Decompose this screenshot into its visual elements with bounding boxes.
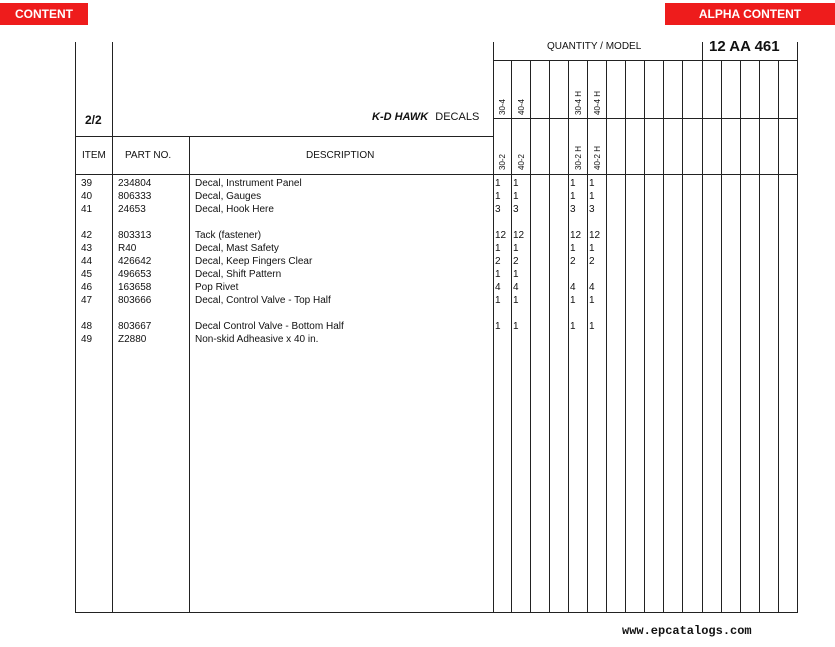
item-number: 45 [81,269,93,280]
part-description: Decal Control Valve - Bottom Half [195,321,344,332]
quantity-cell: 1 [495,178,501,189]
quantity-cell: 3 [589,204,595,215]
column-header-description: DESCRIPTION [306,150,375,161]
quantity-cell: 2 [589,256,595,267]
item-number: 42 [81,230,93,241]
part-description: Decal, Hook Here [195,204,274,215]
quantity-cell: 12 [570,230,582,241]
part-description: Decal, Shift Pattern [195,269,282,280]
model-label-lower: 40-2 [517,153,526,170]
part-number: 803667 [118,321,152,332]
quantity-cell: 3 [495,204,501,215]
quantity-cell: 1 [570,295,576,306]
item-number: 43 [81,243,93,254]
part-description: Decal, Gauges [195,191,262,202]
footer-url[interactable]: www.epcatalogs.com [622,624,752,638]
quantity-cell: 1 [589,295,595,306]
item-number: 47 [81,295,93,306]
quantity-cell: 1 [513,321,519,332]
quantity-cell: 4 [589,282,595,293]
item-number: 39 [81,178,93,189]
part-description: Decal, Keep Fingers Clear [195,256,313,267]
quantity-cell: 1 [589,243,595,254]
part-number: 426642 [118,256,152,267]
quantity-cell: 3 [570,204,576,215]
quantity-cell: 1 [589,178,595,189]
quantity-cell: 1 [495,321,501,332]
quantity-cell: 1 [495,191,501,202]
column-header-item: ITEM [82,150,106,161]
model-label-upper: 40-4 H [593,90,602,115]
quantity-cell: 1 [589,191,595,202]
quantity-cell: 1 [513,269,519,280]
model-label-lower: 40-2 H [593,145,602,170]
quantity-cell: 4 [570,282,576,293]
model-label-upper: 40-4 [517,98,526,115]
part-description: Decal, Instrument Panel [195,178,302,189]
quantity-cell: 12 [513,230,525,241]
item-number: 40 [81,191,93,202]
part-number: Z2880 [118,334,147,345]
quantity-cell: 1 [570,321,576,332]
item-number: 49 [81,334,93,345]
part-number: 234804 [118,178,152,189]
quantity-cell: 1 [495,269,501,280]
part-description: Decal, Control Valve - Top Half [195,295,331,306]
quantity-cell: 1 [513,178,519,189]
title-model: K-D HAWK [372,111,429,123]
quantity-cell: 1 [570,191,576,202]
item-number: 44 [81,256,93,267]
quantity-cell: 3 [513,204,519,215]
part-description: Pop Rivet [195,282,239,293]
item-number: 41 [81,204,93,215]
part-description: Non-skid Adheasive x 40 in. [195,334,319,345]
quantity-cell: 12 [589,230,601,241]
quantity-cell: 1 [589,321,595,332]
model-label-upper: 30-4 H [574,90,583,115]
part-number: 806333 [118,191,152,202]
quantity-cell: 2 [513,256,519,267]
quantity-cell: 4 [513,282,519,293]
part-number: 24653 [118,204,146,215]
quantity-model-header: QUANTITY / MODEL [547,41,642,52]
quantity-cell: 4 [495,282,501,293]
quantity-cell: 1 [513,295,519,306]
quantity-cell: 1 [513,191,519,202]
column-header-part: PART NO. [125,150,172,161]
model-label-lower: 30-2 H [574,145,583,170]
page-title [372,111,479,123]
quantity-cell: 1 [495,243,501,254]
quantity-cell: 12 [495,230,507,241]
quantity-cell: 2 [495,256,501,267]
model-label-upper: 30-4 [498,98,507,115]
part-number: 803666 [118,295,152,306]
part-number: R40 [118,243,137,254]
alpha-content-button[interactable]: ALPHA CONTENT [665,3,835,25]
quantity-cell: 1 [570,243,576,254]
part-description: Decal, Mast Safety [195,243,279,254]
model-label-lower: 30-2 [498,153,507,170]
part-description: Tack (fastener) [195,230,262,241]
catalog-code: 12 AA 461 [709,38,780,55]
page-number: 2/2 [85,113,102,127]
quantity-cell: 1 [495,295,501,306]
item-number: 48 [81,321,93,332]
part-number: 163658 [118,282,152,293]
content-button[interactable]: CONTENT [0,3,88,25]
quantity-cell: 1 [570,178,576,189]
item-number: 46 [81,282,93,293]
quantity-cell: 2 [570,256,576,267]
quantity-cell: 1 [513,243,519,254]
part-number: 803313 [118,230,152,241]
title-section: DECALS [435,111,480,123]
part-number: 496653 [118,269,152,280]
